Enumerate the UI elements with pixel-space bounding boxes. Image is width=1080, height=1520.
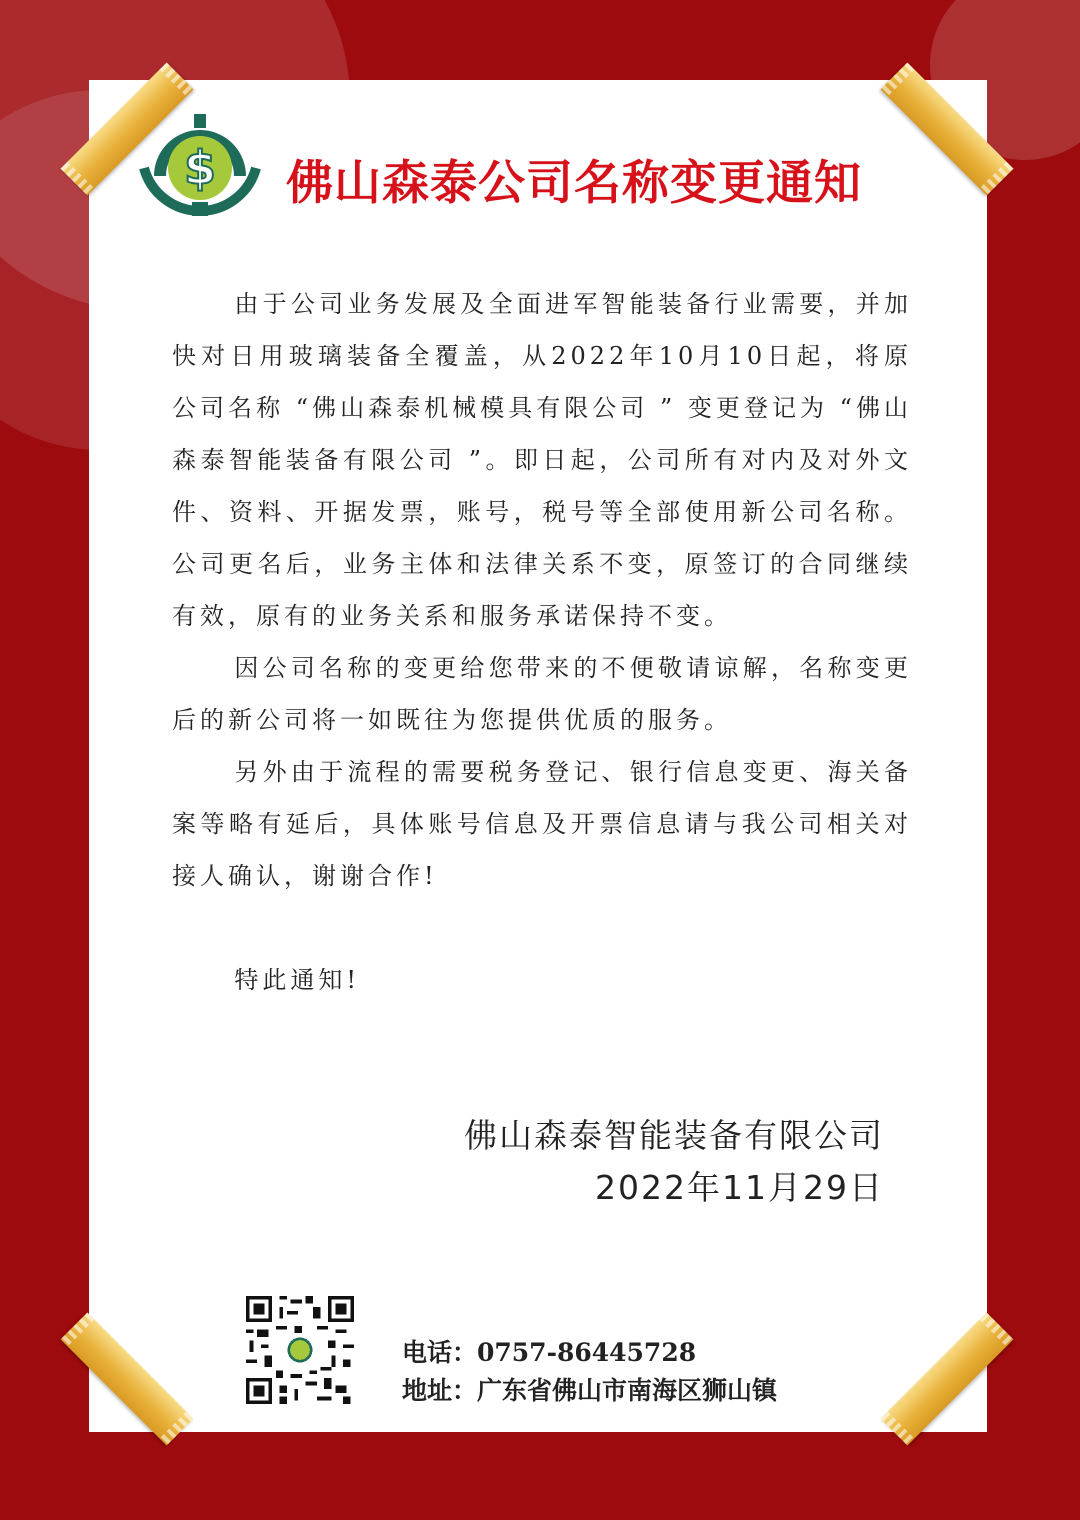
contact-address: 地址：广东省佛山市南海区狮山镇 bbox=[402, 1376, 778, 1405]
notice-body bbox=[172, 278, 912, 1006]
notice-title: 佛山森泰公司名称变更通知 bbox=[286, 156, 862, 211]
signature-block bbox=[464, 1110, 884, 1214]
paragraph-name-change: 由于公司业务发展及全面进军智能装备行业需要，并加快对日用玻璃装备全覆盖，从2022年10月10日起，将原公司名称 “佛山森泰机械模具有限公司 ” 变更登记为 “佛山森泰智能装备有限公司 ”。即日起，公司所有对内及对外文件、资料、开据发票，账号，税号等全部使用新公司名称。 公司更名后，业务主体和法律关系不变，原签订的合同继续有效，原有的业务关系和服务承诺保持不变。 bbox=[172, 290, 912, 630]
signature-company: 佛山森泰智能装备有限公司 bbox=[464, 1116, 884, 1155]
paragraph-apology: 因公司名称的变更给您带来的不便敬请谅解，名称变更后的新公司将一如既往为您提供优质的服务。 bbox=[172, 654, 912, 734]
paragraph-closing: 特此通知! bbox=[234, 966, 361, 994]
company-logo-icon bbox=[134, 110, 266, 222]
paragraph-registration-delay: 另外由于流程的需要税务登记、银行信息变更、海关备案等略有延后，具体账号信息及开票信息请与我公司相关对接人确认，谢谢合作! bbox=[172, 758, 912, 890]
qr-code-icon bbox=[246, 1296, 354, 1404]
contact-block bbox=[402, 1334, 777, 1410]
signature-date: 2022年11月29日 bbox=[595, 1168, 884, 1207]
contact-phone: 电话：0757-86445728 bbox=[402, 1338, 697, 1367]
svg-text:$: $ bbox=[183, 141, 217, 195]
